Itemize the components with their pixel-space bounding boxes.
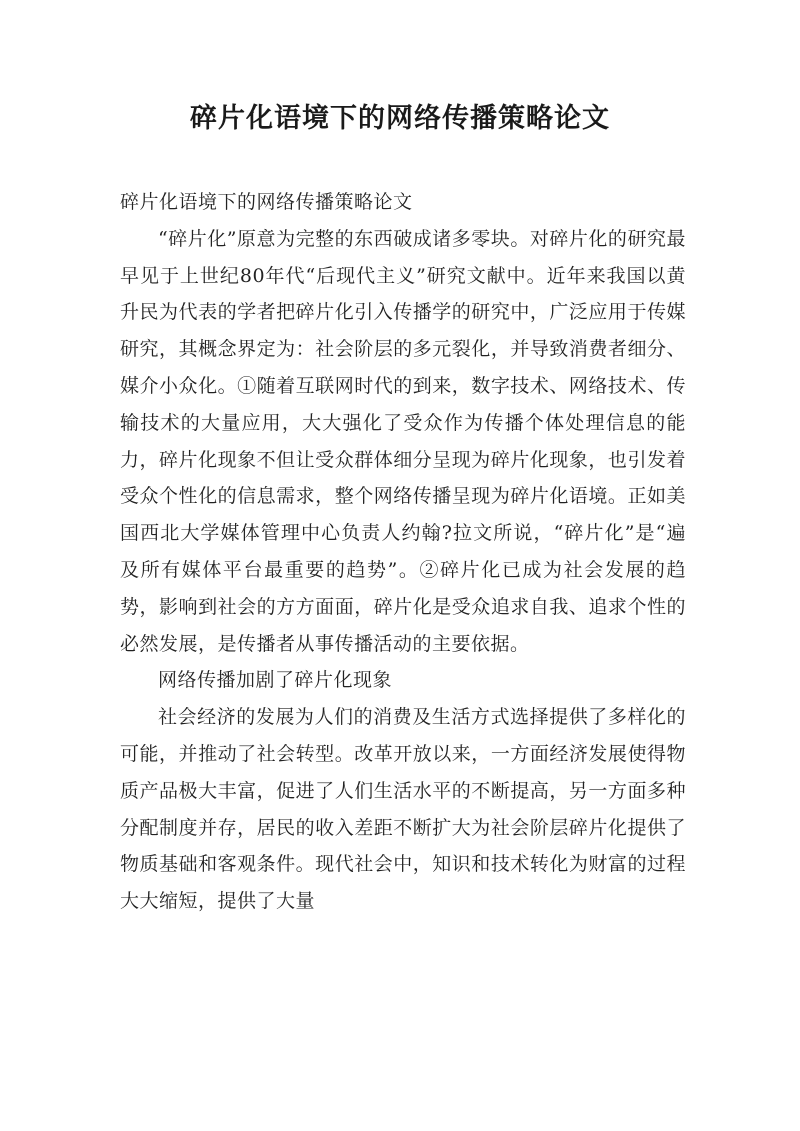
subtitle-line: 碎片化语境下的网络传播策略论文 [120, 191, 413, 213]
page-title: 碎片化语境下的网络传播策略论文 [190, 103, 610, 134]
paragraph-social-economy: 社会经济的发展为人们的消费及生活方式选择提供了多样化的可能，并推动了社会转型。改革开放以来，一方面经济发展使得物质产品极大丰富，促进了人们生活水平的不断提高，另一方面多种分配制度并存，居民的收入差距不断扩大为社会阶层碎片化提供了物质基础和客观条件。现代社会中，知识和技术转化为财富的过程大大缩短，提供了大量 [120, 706, 686, 913]
document-body [120, 184, 686, 920]
section-heading: 网络传播加剧了碎片化现象 [158, 669, 393, 692]
paragraph-intro: “碎片化”原意为完整的东西破成诸多零块。对碎片化的研究最早见于上世纪80年代“后现代主义”研究文献中。近年来我国以黄升民为代表的学者把碎片化引入传播学的研究中，广泛应用于传媒研究，其概念界定为：社会阶层的多元裂化，并导致消费者细分、媒介小众化。①随着互联网时代的到来，数字技术、网络技术、传输技术的大量应用，大大强化了受众作为传播个体处理信息的能力，碎片化现象不但让受众群体细分呈现为碎片化现象，也引发着受众个性化的信息需求，整个网络传播呈现为碎片化语境。正如美国西北大学媒体管理中心负责人约翰?拉文所说，“碎片化”是“遍及所有媒体平台最重要的趋势”。②碎片化已成为社会发展的趋势，影响到社会的方方面面，碎片化是受众追求自我、追求个性的必然发展，是传播者从事传播活动的主要依据。 [120, 227, 686, 655]
